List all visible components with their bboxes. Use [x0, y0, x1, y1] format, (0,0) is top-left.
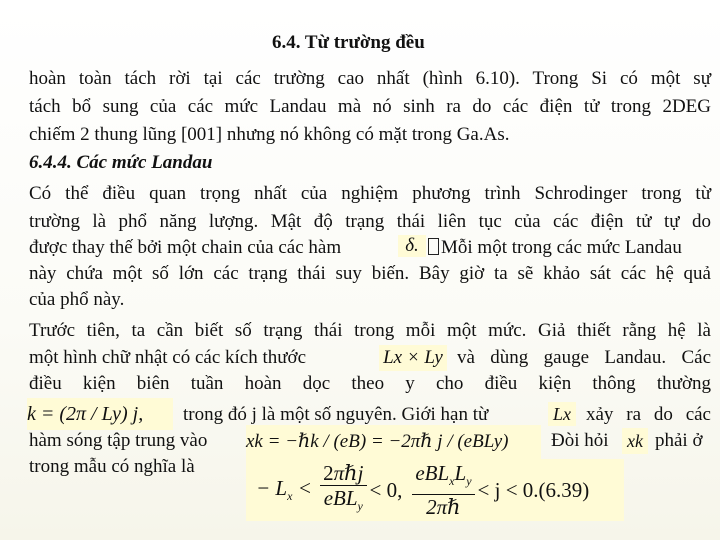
dimensions-text: Lx × Ly: [383, 347, 443, 368]
paragraph1-line2: tách bổ sung của các mức Landau mà nó sinh ra do các điện tử trong 2DEG: [29, 96, 711, 117]
paragraph3-line6: trong mẫu có nghĩa là: [29, 456, 195, 477]
delta-formula: δ.: [398, 235, 426, 257]
paragraph2-line5: của phổ này.: [29, 289, 125, 310]
paragraph3-line5-start: hàm sóng tập trung vào: [29, 430, 208, 451]
paragraph3-line5-end: phải ở: [655, 430, 703, 451]
paragraph1-line3: chiếm 2 thung lũng [001] nhưng nó không có mặt trong Ga.As.: [29, 124, 510, 145]
paragraph3-line2-start: một hình chữ nhật có các kích thước: [29, 347, 307, 368]
paragraph2-line3-end: [426, 235, 682, 261]
k-condition-text: k = (2π / Ly) j,: [27, 403, 144, 425]
fraction-ebl: [412, 462, 474, 517]
neg-lx: − $L_x$ <: [256, 475, 318, 504]
paragraph2-line2: trường là phổ năng lượng. Mật độ trạng thái liên tục của các điện tử tự do: [29, 211, 711, 232]
paragraph3-line3: điều kiện biên tuần hoàn dọc theo y cho điều kiện thông thường: [29, 373, 711, 394]
less-than-zero: < 0,: [369, 477, 403, 502]
paragraph3-line1: Trước tiên, ta cần biết số trạng thái trong mỗi một mức. Giả thiết rằng hệ là: [29, 320, 711, 341]
paragraph3-line5-middle: Đòi hỏi: [551, 430, 609, 451]
paragraph3-line4-end: xảy ra do các: [586, 404, 711, 425]
inequality-formula: [246, 459, 624, 521]
missing-glyph-box: [428, 238, 439, 255]
paragraph2-line1: Có thể điều quan trọng nhất của nghiệm phương trình Schrodinger trong từ: [29, 183, 711, 204]
fraction-numerator: 2πℏj: [320, 462, 366, 486]
k-condition-formula: [27, 398, 173, 430]
fraction-ebl-denominator: 2πℏ: [426, 494, 461, 519]
section-title: 6.4. Từ trường đều: [272, 32, 425, 53]
paragraph2-line3-end-text: Mỗi một trong các mức Landau: [441, 237, 682, 258]
xk-expression-text: xk = −ℏk / (eB) = −2πℏ j / (eBLy): [246, 431, 509, 452]
paragraph3-line2-end: và dùng gauge Landau. Các: [457, 347, 711, 368]
inequality-expression: [256, 459, 589, 521]
fraction-denominator: eBL$_y$: [323, 486, 363, 514]
inequality-tail: < j < 0.(6.39): [477, 477, 590, 502]
fraction-ebl-numerator: $eBL_xL_y$: [412, 462, 474, 494]
xk-formula: xk: [622, 428, 648, 454]
subsection-heading: 6.4.4. Các mức Landau: [29, 152, 213, 173]
dimensions-formula: [379, 345, 447, 371]
lx-formula: Lx: [548, 402, 576, 426]
paragraph2-line4: này chứa một số lớn các trạng thái suy biến. Bây giờ ta sẽ khảo sát các hệ quả: [29, 263, 711, 284]
paragraph3-line4-start: trong đó j là một số nguyên. Giới hạn từ: [183, 404, 489, 425]
paragraph1-line1: hoàn toàn tách rời tại các trường cao nhất (hình 6.10). Trong Si có một sự: [29, 68, 711, 89]
paragraph2-line3-start: được thay thế bởi một chain của các hàm: [29, 237, 342, 258]
fraction-2pi-hbar-j: [320, 462, 366, 517]
